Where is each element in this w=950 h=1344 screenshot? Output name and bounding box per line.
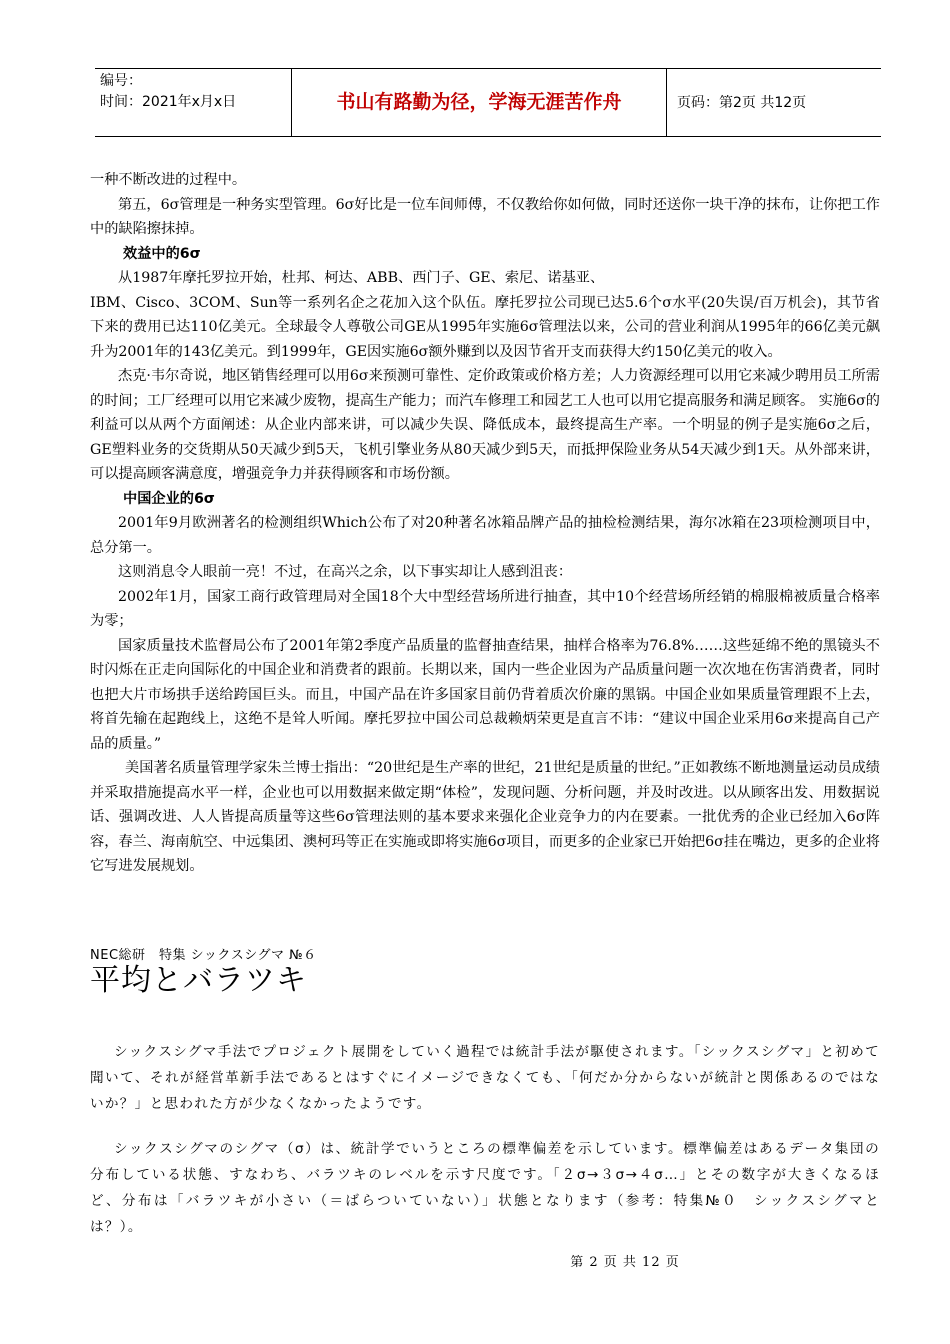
paragraph: 2002年1月，国家工商行政管理局对全国18个大中型经营场所进行抽查，其中10个经营场所经销的棉服棉被质量合格率为零； (90, 588, 880, 629)
section-heading: 中国企业的6σ (123, 490, 215, 507)
section-heading: 效益中的6σ (123, 245, 201, 262)
number-label: 编号： (100, 73, 142, 89)
header-page-info: 页码：第2页 共12页 (677, 95, 807, 111)
paragraph: 国家质量技术监督局公布了2001年第2季度产品质量的监督抽查结果，抽样合格率为76.8%……这些延绵不绝的黑镜头不时闪烁在正走向国际化的中国企业和消费者的跟前。长期以来，国内一些企业因为产品质量问题一次次地在伤害消费者，同时也把大片市场拱手送给跨国巨头。而且，中国产品在许多国家目前仍背着质次价廉的黑锅。中国企业如果质量管理跟不上去，将首先输在起跑线上，这绝不是耸人听闻。摩托罗拉中国公司总裁赖炳荣更是直言不讳：“建议中国企业采用6σ来提高自己产品的质量。” (90, 637, 880, 752)
time-label: 时间：2021年x月x日 (100, 94, 237, 110)
paragraph: 杰克·韦尔奇说，地区销售经理可以用6σ来预测可靠性、定价政策或价格方差；人力资源经理可以用它来减少聘用员工所需的时间；工厂经理可以用它来减少废物，提高生产能力；而汽车修理工和园艺工人也可以用它提高服务和满足顾客。 实施6σ的利益可以从两个方面阐述：从企业内部来讲，可以减少失误、降低成本，最终提高生产率。一个明显的例子是实施6σ之后，GE塑料业务的交货期从50天减少到5天，飞机引擎业务从80天减少到5天，而抵押保险业务从54天减少到1天。从外部来讲，可以提高顾客满意度，增强竞争力并获得顾客和市场份额。 (90, 368, 880, 482)
header-motto: 书山有路勤为径，学海无涯苦作舟 (336, 91, 622, 113)
series-label: NEC総研 特集 シックスシグマ №６ (90, 948, 317, 963)
article-title: 平均とバラツキ (90, 963, 307, 998)
header-divider (666, 69, 667, 136)
paragraph: 2001年9月欧洲著名的检测组织Which公布了对20种著名冰箱品牌产品的抽检检测结果，海尔冰箱在23项检测项目中，总分第一。 (90, 515, 880, 556)
paragraph: 这则消息令人眼前一亮！不过，在高兴之余，以下事实却让人感到沮丧： (118, 564, 573, 580)
paragraph: 第五，6σ管理是一种务实型管理。6σ好比是一位车间师傅，不仅教给你如何做，同时还送你一块干净的抹布，让你把工作中的缺陷擦抹掉。 (90, 196, 880, 237)
paragraph: 一种不断改进的过程中。 (90, 172, 247, 188)
paragraph: シックスシグマのシグマ（σ）は、統計学でいうところの標準偏差を示しています。標準偏差はあるデータ集団の分布している状態、すなわち、バラツキのレベルを示す尺度です。「２σ→３σ→４σ…」とその数字が大きくなるほど、分布は「バラツキが小さい（＝ばらついていない）」状態となります（参考：特集№０ シックスシグマとは？）。 (90, 1141, 880, 1235)
page-footer (0, 1251, 950, 1270)
paragraph: IBM、Cisco、3COM、Sun等一系列名企之花加入这个队伍。摩托罗拉公司现已达5.6个σ水平(20失误/百万机会)，其节省下来的费用已达110亿美元。全球最令人尊敬公司GE从1995年实施6σ管理法以来，公司的营业利润从1995年的66亿美元飙升为2001年的143亿美元。到1999年，GE因实施6σ额外赚到以及因节省开支而获得大约150亿美元的收入。 (90, 294, 880, 360)
paragraph: 从1987年摩托罗拉开始，杜邦、柯达、ABB、西门子、GE、索尼、诺基亚、 (118, 270, 605, 286)
chinese-body (90, 168, 880, 879)
paragraph: 美国著名质量管理学家朱兰博士指出：“20世纪是生产率的世纪，21世纪是质量的世纪。”正如教练不断地测量运动员成绩并采取措施提高水平一样，企业也可以用数据来做定期“体检”，发现问题、分析问题，并及时改进。以从顾客出发、用数据说话、强调改进、人人皆提高质量等这些6σ管理法则的基本要求来强化企业竞争力的内在要素。一批优秀的企业已经加入6σ阵容，春兰、海南航空、中远集团、澳柯玛等正在实施或即将实施6σ项目，而更多的企业家已开始把6σ挂在嘴边，更多的企业将它写进发展规划。 (90, 760, 880, 874)
header-meta (100, 71, 290, 113)
document-header (95, 68, 881, 137)
footer-page-number: 第 2 页 共 12 页 (570, 1255, 680, 1270)
paragraph: シックスシグマ手法でプロジェクト展開をしていく過程では統計手法が駆使されます。「シックスシグマ」と初めて聞いて、それが経営革新手法であるとはすぐにイメージできなくても、「何だか分からないが統計と関係あるのではないか？」と思われた方が少なくなかったようです。 (90, 1044, 880, 1112)
